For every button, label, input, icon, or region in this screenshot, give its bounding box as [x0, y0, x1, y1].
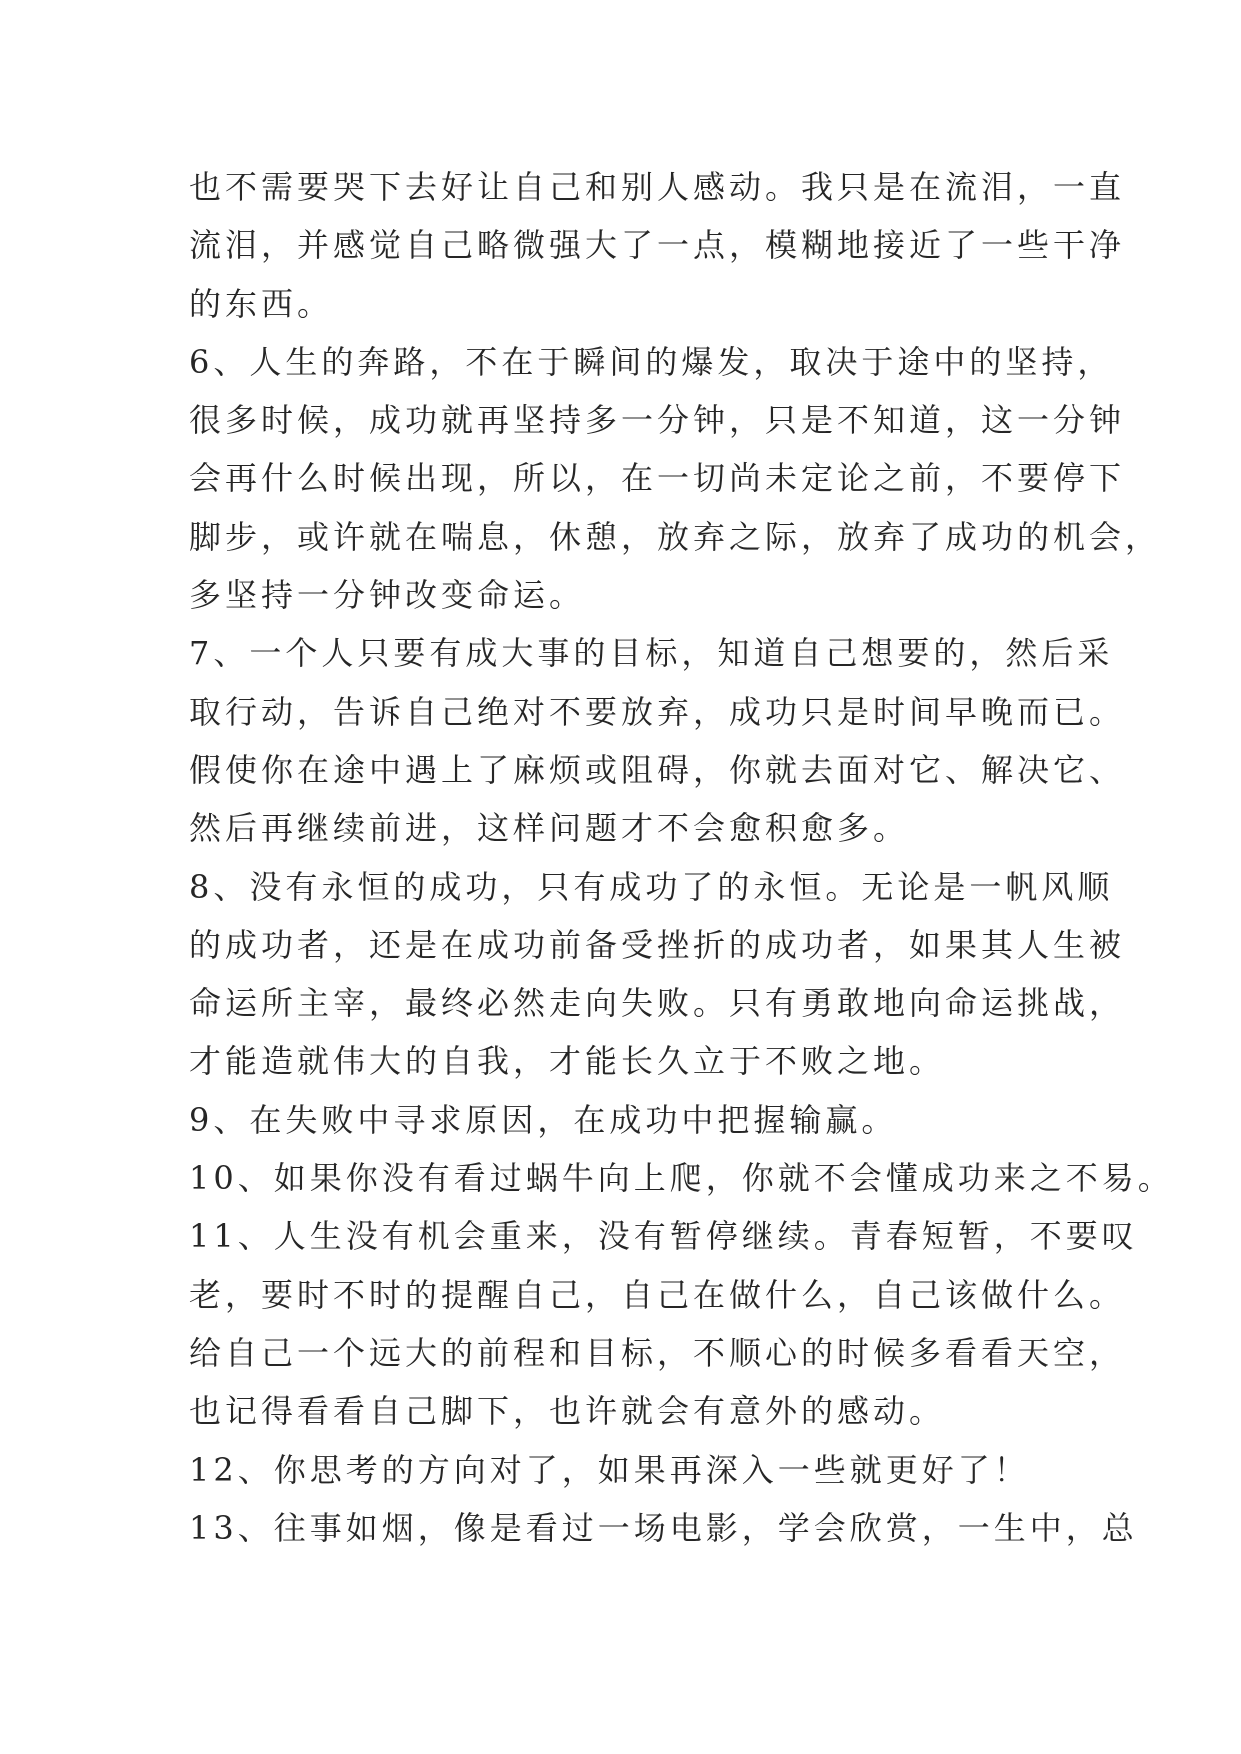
- text-line: 取行动，告诉自己绝对不要放弃，成功只是时间早晚而已。: [189, 692, 1126, 731]
- text-line: 然后再继续前进，这样问题才不会愈积愈多。: [189, 809, 910, 848]
- body-text: [189, 158, 1174, 1557]
- text-line: 多坚持一分钟改变命运。: [189, 576, 586, 615]
- text-line: 假使你在途中遇上了麻烦或阻碍，你就去面对它、解决它、: [189, 750, 1126, 789]
- text-line: 13、往事如烟，像是看过一场电影，学会欣赏，一生中，总: [189, 1508, 1138, 1547]
- text-line: 给自己一个远大的前程和目标，不顺心的时候多看看天空，: [189, 1333, 1126, 1372]
- text-line: 才能造就伟大的自我，才能长久立于不败之地。: [189, 1042, 946, 1081]
- text-line: 6、人生的奔路，不在于瞬间的爆发，取决于途中的坚持，: [189, 342, 1114, 381]
- text-line: 11、人生没有机会重来，没有暂停继续。青春短暂，不要叹: [189, 1217, 1138, 1256]
- text-line: 7、一个人只要有成大事的目标，知道自己想要的，然后采: [189, 634, 1114, 673]
- text-line: 脚步，或许就在喘息，休憩，放弃之际，放弃了成功的机会，: [189, 517, 1162, 556]
- text-line: 9、在失败中寻求原因，在成功中把握输赢。: [189, 1100, 898, 1139]
- text-line: 也记得看看自己脚下，也许就会有意外的感动。: [189, 1392, 946, 1431]
- text-line: 的东西。: [189, 284, 334, 323]
- text-line: 10、如果你没有看过蜗牛向上爬，你就不会懂成功来之不易。: [189, 1159, 1174, 1198]
- text-line: 8、没有永恒的成功，只有成功了的永恒。无论是一帆风顺: [189, 867, 1114, 906]
- text-line: 流泪，并感觉自己略微强大了一点，模糊地接近了一些干净: [189, 226, 1126, 265]
- text-line: 也不需要哭下去好让自己和别人感动。我只是在流泪，一直: [189, 168, 1126, 206]
- text-line: 会再什么时候出现，所以，在一切尚未定论之前，不要停下: [189, 459, 1126, 498]
- text-line: 老，要时不时的提醒自己，自己在做什么，自己该做什么。: [189, 1275, 1126, 1314]
- text-line: 很多时候，成功就再坚持多一分钟，只是不知道，这一分钟: [189, 401, 1126, 440]
- text-line: 命运所主宰，最终必然走向失败。只有勇敢地向命运挑战，: [189, 984, 1126, 1023]
- text-line: 的成功者，还是在成功前备受挫折的成功者，如果其人生被: [189, 925, 1126, 964]
- text-line: 12、你思考的方向对了，如果再深入一些就更好了！: [189, 1450, 1030, 1489]
